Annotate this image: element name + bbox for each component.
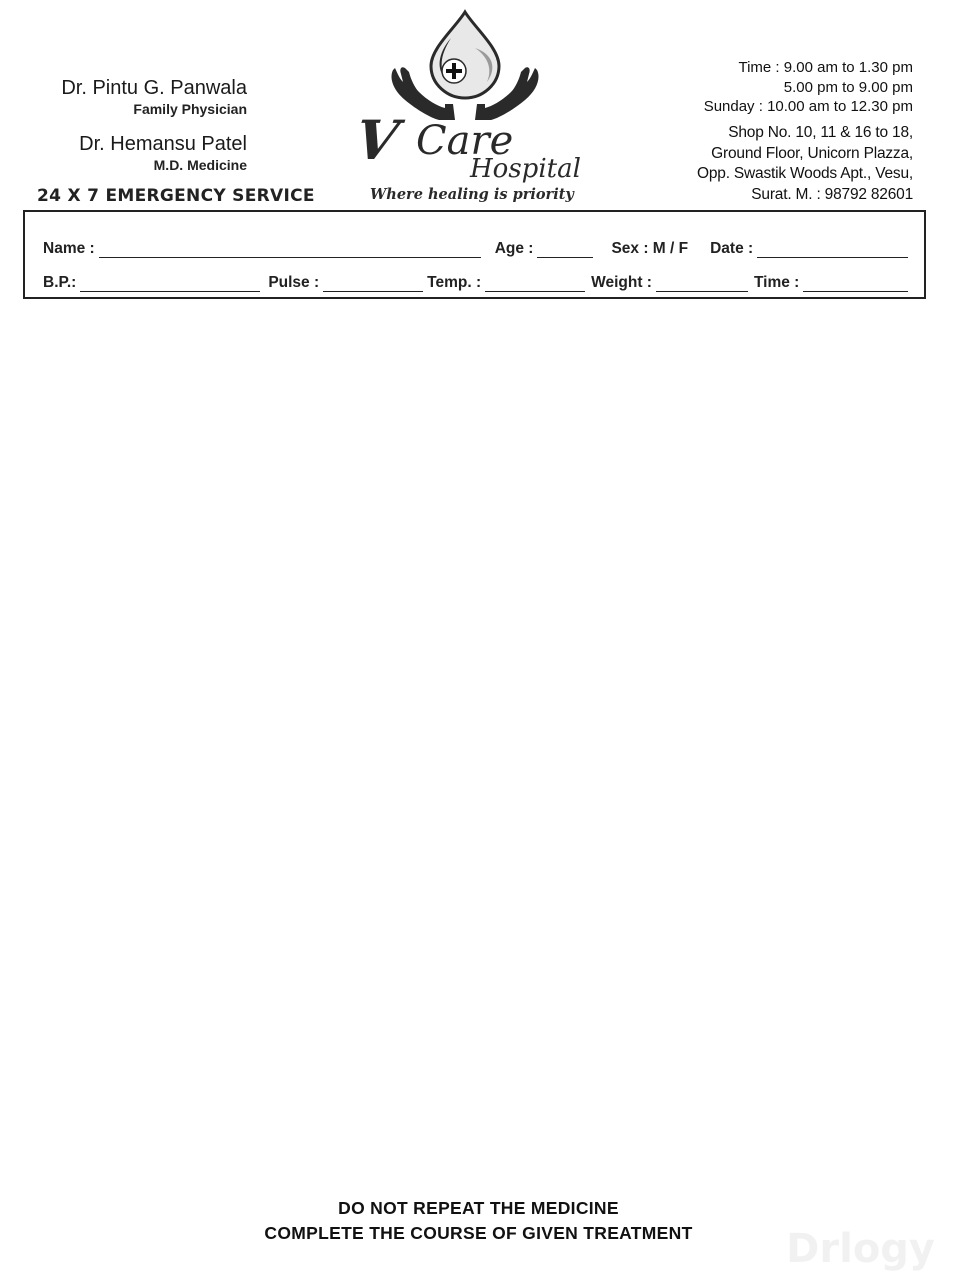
pulse-label: Pulse : bbox=[268, 274, 320, 291]
timing-line-2: 5.00 pm to 9.00 pm bbox=[783, 78, 913, 96]
brand-tagline: Where healing is priority bbox=[370, 186, 574, 203]
patient-row-2 bbox=[43, 274, 908, 292]
age-label: Age : bbox=[494, 240, 534, 257]
bp-field[interactable] bbox=[80, 275, 260, 292]
clinic-address bbox=[583, 123, 913, 205]
doctor-title-1: Family Physician bbox=[133, 101, 247, 117]
name-field[interactable] bbox=[99, 241, 481, 258]
name-label: Name : bbox=[43, 240, 95, 257]
doctor-name-2: Dr. Hemansu Patel bbox=[79, 133, 247, 155]
date-field[interactable] bbox=[757, 241, 908, 258]
address-line-1: Shop No. 10, 11 & 16 to 18, bbox=[728, 124, 913, 141]
temp-field[interactable] bbox=[485, 275, 585, 292]
doctor-block bbox=[24, 76, 247, 174]
brand-care: Care bbox=[416, 118, 514, 164]
footer-line-1: DO NOT REPEAT THE MEDICINE bbox=[338, 1198, 619, 1218]
watermark: Drlogy bbox=[786, 1226, 935, 1272]
pulse-field[interactable] bbox=[323, 275, 423, 292]
bp-label: B.P.: bbox=[43, 274, 77, 291]
doctor-name-1: Dr. Pintu G. Panwala bbox=[61, 77, 247, 99]
emergency-service-label: 24 X 7 EMERGENCY SERVICE bbox=[37, 186, 315, 206]
patient-row-1 bbox=[43, 240, 908, 258]
brand-v: V bbox=[351, 108, 403, 172]
time-field[interactable] bbox=[803, 275, 908, 292]
doctor-title-2: M.D. Medicine bbox=[153, 157, 247, 173]
address-line-2: Ground Floor, Unicorn Plazza, bbox=[711, 144, 913, 162]
footer-line-2: COMPLETE THE COURSE OF GIVEN TREATMENT bbox=[264, 1223, 693, 1243]
address-line-4: Surat. M. : 98792 82601 bbox=[751, 185, 913, 203]
clinic-timings bbox=[583, 58, 913, 117]
date-label: Date : bbox=[710, 240, 754, 257]
sex-label: Sex : M / F bbox=[611, 240, 689, 257]
time-label: Time : bbox=[753, 274, 800, 291]
timing-line-3: Sunday : 10.00 am to 12.30 pm bbox=[703, 98, 913, 115]
weight-label: Weight : bbox=[591, 274, 652, 291]
weight-field[interactable] bbox=[656, 275, 748, 292]
temp-label: Temp. : bbox=[427, 274, 482, 291]
timing-line-1: Time : 9.00 am to 1.30 pm bbox=[738, 59, 913, 76]
brand-hospital: Hospital bbox=[470, 154, 581, 184]
address-line-3: Opp. Swastik Woods Apt., Vesu, bbox=[697, 165, 913, 182]
patient-details-box bbox=[23, 210, 926, 299]
age-field[interactable] bbox=[537, 241, 593, 258]
